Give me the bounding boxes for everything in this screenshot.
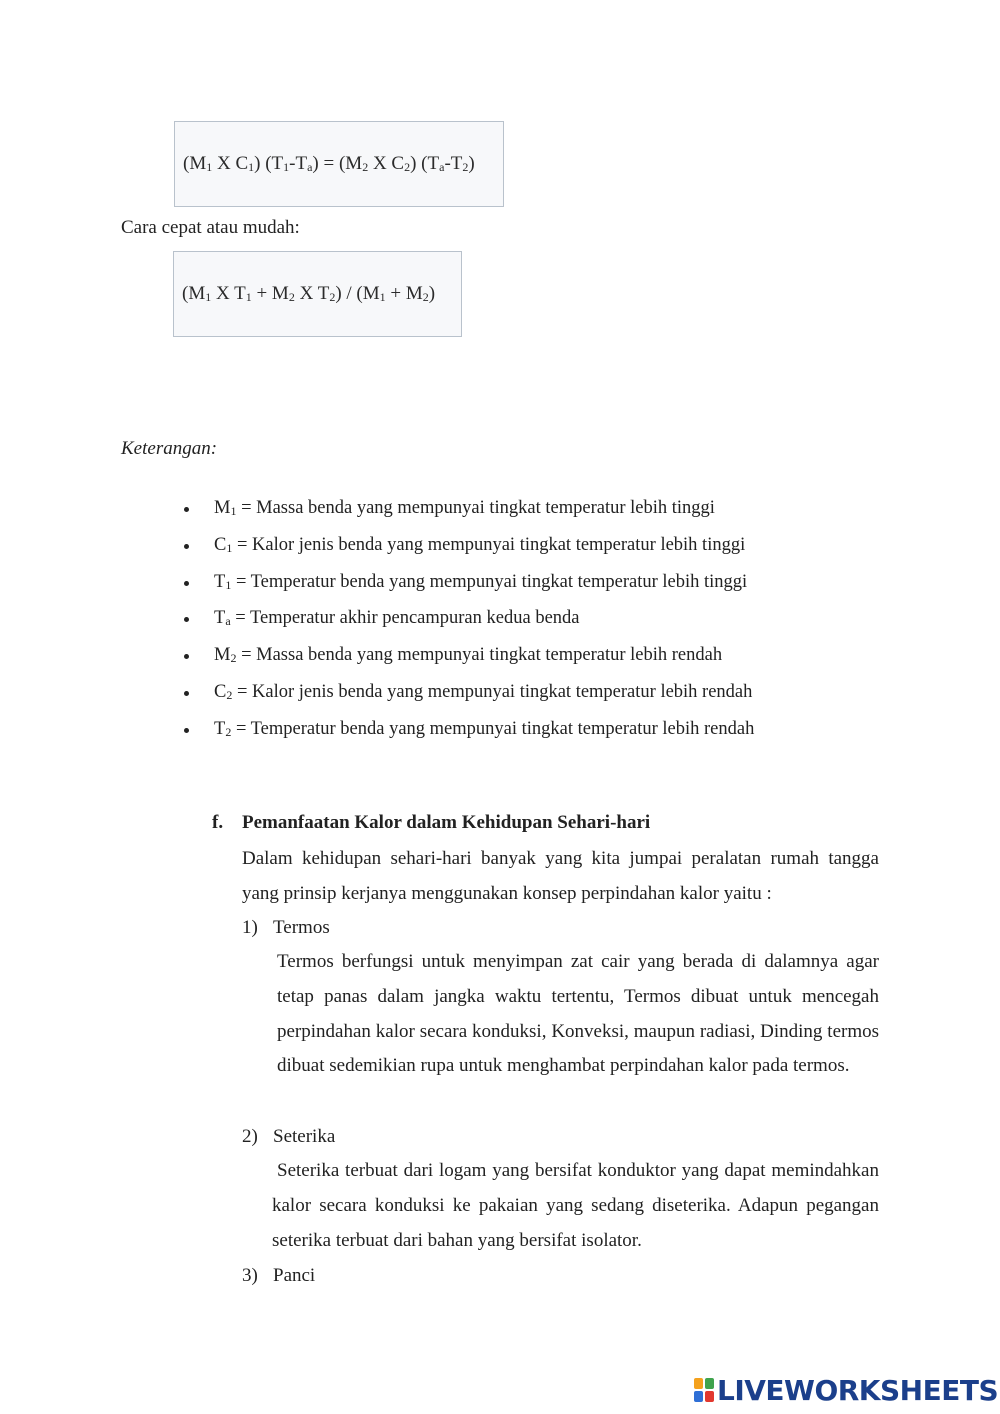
list-item: $M_2$ = Massa benda yang mempunyai tingkat temperatur lebih rendah <box>183 641 754 678</box>
item-label-panci: Panci <box>273 1265 316 1286</box>
item-number: 1) <box>242 917 258 938</box>
keterangan-list <box>183 494 754 752</box>
formula-shortcut: ($M_1$ X $T_1 + M_2$ X $T_2) / (M_1 + M_2)$ <box>182 283 436 304</box>
section-title: Pemanfaatan Kalor dalam Kehidupan Sehari-hari <box>242 812 651 833</box>
list-item: $C_1$ = Kalor jenis benda yang mempunyai tingkat temperatur lebih tinggi <box>183 531 754 568</box>
list-item: $T_a$ = Temperatur akhir pencampuran kedua benda <box>183 604 754 641</box>
item-label-seterika: Seterika <box>273 1126 336 1147</box>
list-item: $T_1$ = Temperatur benda yang mempunyai tingkat temperatur lebih tinggi <box>183 568 754 605</box>
list-item: $T_2$ = Temperatur benda yang mempunyai tingkat temperatur lebih rendah <box>183 715 754 752</box>
formula-full: ($M_1$ X $C_1$) $(T_1-T_a) = (M_2$ X $C_2$) $(T_a-T_2)$ <box>183 153 475 174</box>
list-item: $M_1$ = Massa benda yang mempunyai tingkat temperatur lebih tinggi <box>183 494 754 531</box>
item-label-termos: Termos <box>273 917 330 938</box>
formula-box-shortcut <box>173 251 462 337</box>
section-intro: Dalam kehidupan sehari-hari banyak yang kita jumpai peralatan rumah tangga yang prinsip kerjanya menggunakan konsep perpindahan kalor yaitu : <box>242 848 879 904</box>
liveworksheets-logo-icon <box>694 1378 714 1402</box>
item-number: 3) <box>242 1265 258 1286</box>
list-item: $C_2$ = Kalor jenis benda yang mempunyai tingkat temperatur lebih rendah <box>183 678 754 715</box>
formula-box-full <box>174 121 504 207</box>
liveworksheets-logo-text: LIVEWORKSHEETS <box>717 1373 999 1407</box>
keterangan-heading: Keterangan: <box>121 438 218 459</box>
shortcut-intro: Cara cepat atau mudah: <box>121 217 300 238</box>
item-number: 2) <box>242 1126 258 1147</box>
item-desc-seterika: Seterika terbuat dari logam yang bersifat konduktor yang dapat memindahkan kalor secara konduksi ke pakaian yang sedang diseterika. Adapun pegangan seterika terbuat dari bahan yang bersifat isolator. <box>272 1160 879 1251</box>
liveworksheets-logo <box>694 1374 998 1406</box>
section-letter: f. <box>212 812 224 833</box>
item-desc-termos: Termos berfungsi untuk menyimpan zat cair yang berada di dalamnya agar tetap panas dalam jangka waktu tertentu, Termos dibuat untuk mencegah perpindahan kalor secara konduksi, Konveksi, maupun radiasi, Dinding termos dibuat sedemikian rupa untuk menghambat perpindahan kalor pada termos. <box>277 951 879 1077</box>
